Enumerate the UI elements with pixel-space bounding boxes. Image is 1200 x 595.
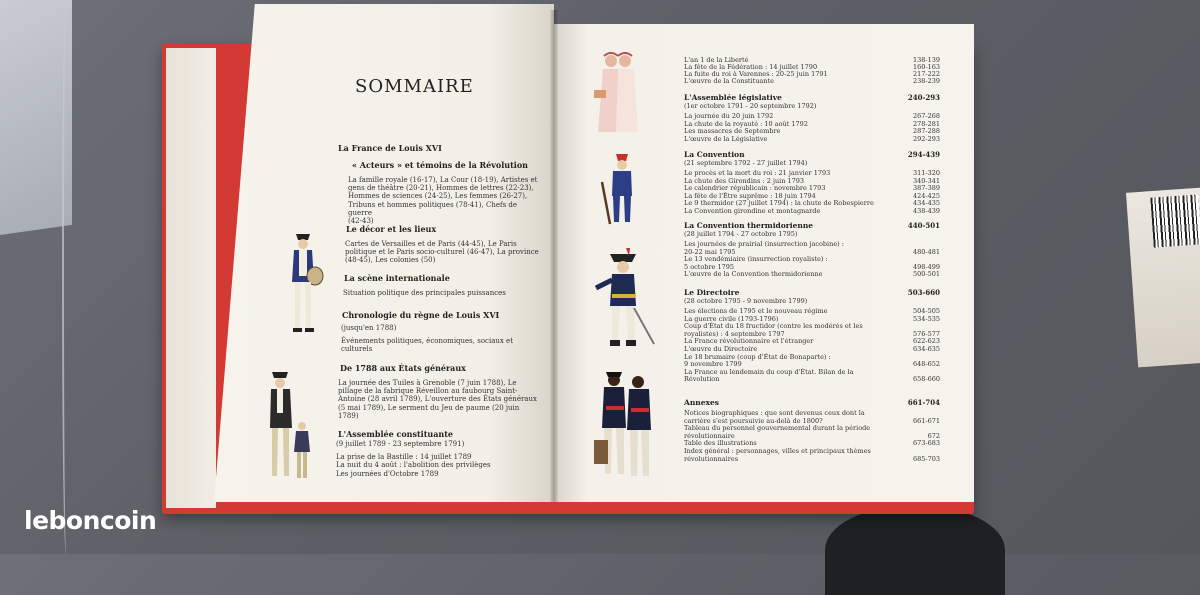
figure-soldiers-illustration [594,368,664,482]
toc-heading: De 1788 aux États généraux [340,363,466,373]
background-cable [62,0,70,554]
toc-text: Situation politique des principales puissances [343,289,506,297]
toc-heading: L'Assemblée constituante [338,429,453,439]
toc-text: La famille royale (16-17), La Cour (18-19), Artistes et gens de théâtre (20-21), Hommes de lettres (22-23), Hommes de sciences (24-25), Les femmes (26-27), Tribuns et hommes politiques (78-41), Chefs de guerre (42-43) [348,176,538,226]
toc-heading: La scène internationale [344,273,450,283]
toc-text: (jusqu'en 1788) Événements politiques, économiques, sociaux et culturels [341,324,514,354]
figure-drummer-illustration [278,228,328,340]
background-dark-object [825,505,1005,595]
toc-text: (9 juillet 1789 - 23 septembre 1791) La prise de la Bastille : 14 juillet 1789 La nuit du 4 août : l'abolition des privilèges Les journées d'Octobre 1789 [336,440,491,478]
toc-section-heading: Le Directoire [684,288,740,297]
toc-text: Cartes de Versailles et de Paris (44-45), Le Paris politique et le Paris socio-culturel (46-47), La province (48-45), Les colonies (50) [345,240,539,265]
page-stack-edge [166,48,216,508]
page-title: SOMMAIRE [355,76,474,97]
toc-section-range: 294-439 [907,150,940,159]
toc-heading: « Acteurs » et témoins de la Révolution [352,160,528,170]
toc-text: La journée des Tuiles à Grenoble (7 juin 1788), Le pillage de la fabrique Réveillon au faubourg Saint- Antoine (28 avril 1789), L'ouverture des États généraux (5 mai 1789), Le serment du Jeu de paume (20 juin 1789) [338,379,537,420]
toc-heading: Chronologie du règne de Louis XVI [342,310,500,320]
leboncoin-logo: leboncoin [24,506,157,535]
toc-heading: Le décor et les lieux [346,224,437,234]
toc-section-range: 661-704 [907,398,940,407]
toc-section-heading: L'Assemblée législative [684,93,782,102]
figure-sans-culotte-illustration [598,152,644,228]
book-gutter [550,10,558,502]
toc-section-heading: La Convention thermidorienne [684,221,814,230]
toc-section-range: 503-660 [907,288,940,297]
figure-officer-illustration [588,248,658,350]
toc-heading: La France de Louis XVI [338,143,442,153]
figure-couple-illustration [262,368,320,486]
figure-women-illustration [594,52,642,138]
toc-section-heading: Annexes [684,398,719,407]
barcode-label [1150,194,1200,247]
toc-section-range: 440-501 [907,221,940,230]
toc-section-range: 240-293 [907,93,940,102]
toc-section-heading: La Convention [684,150,745,159]
